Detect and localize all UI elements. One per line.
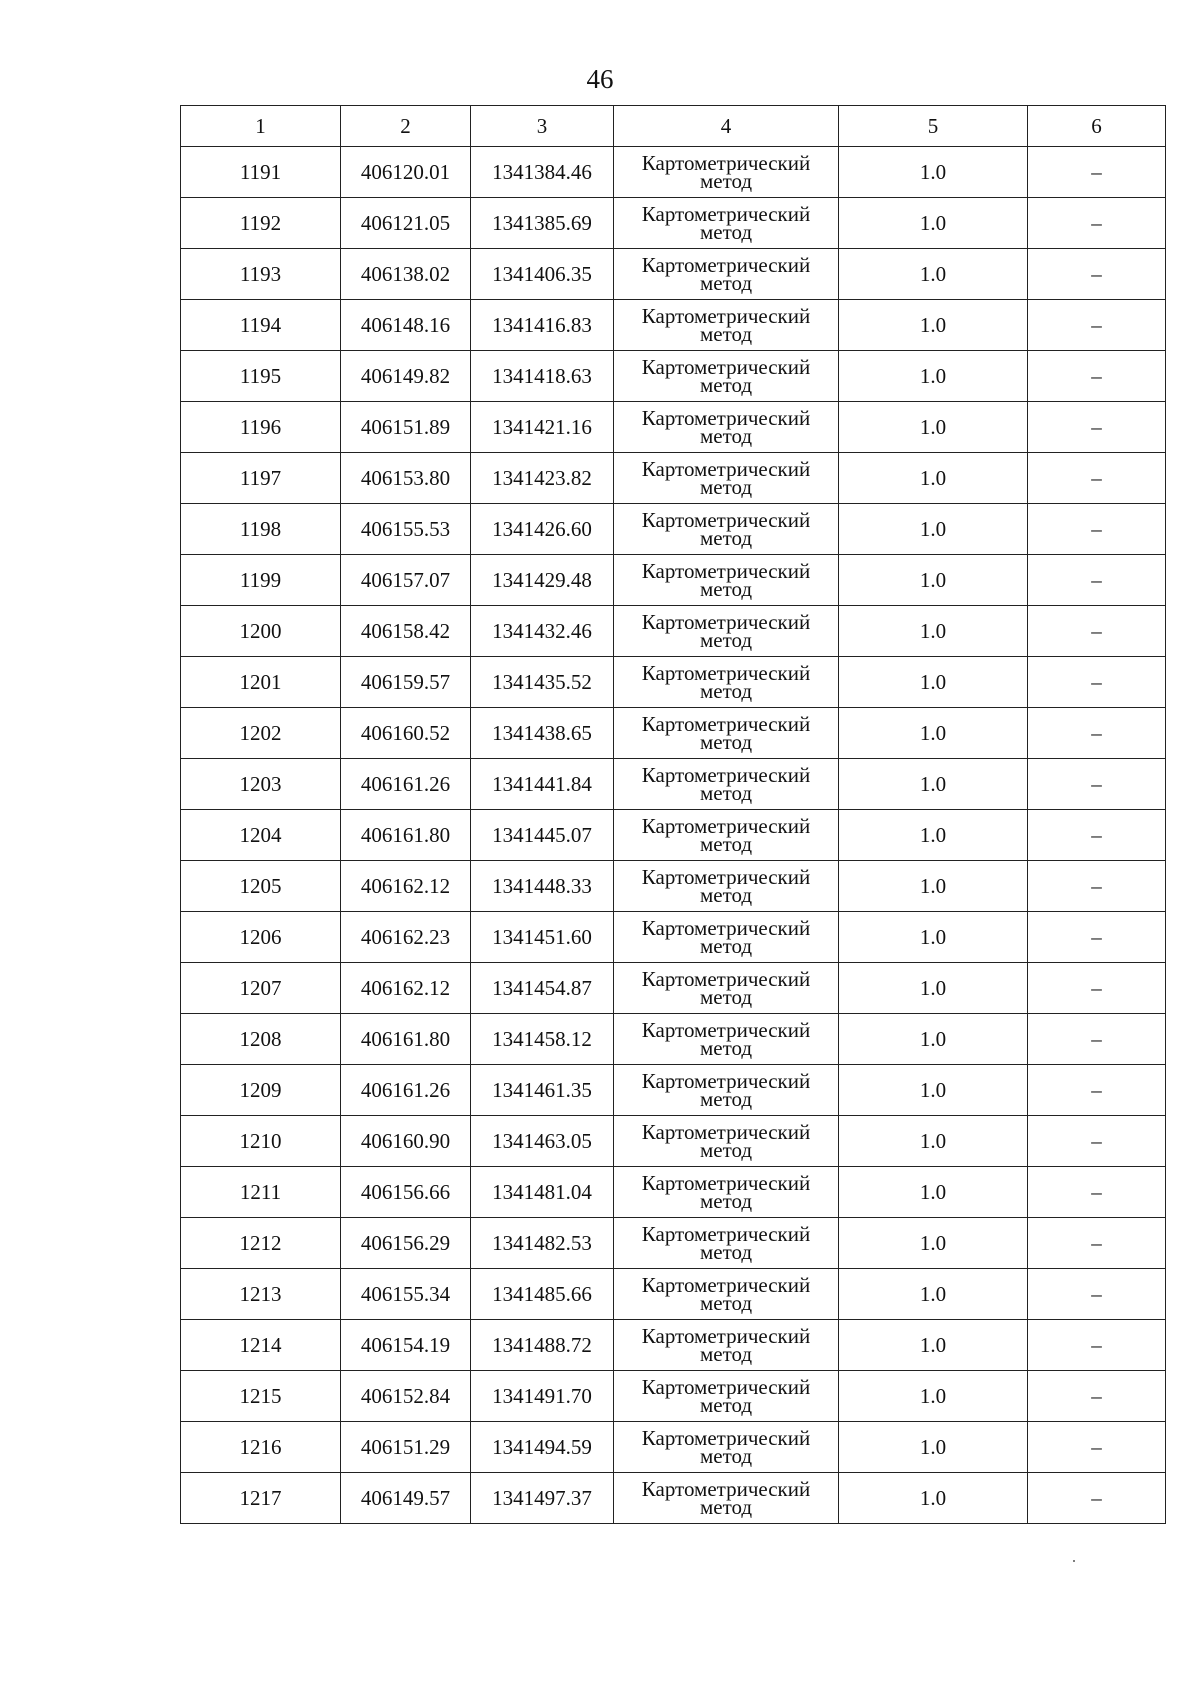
x-coordinate-cell: 406155.34 [341, 1269, 471, 1320]
point-number-cell: 1215 [181, 1371, 341, 1422]
y-coordinate-cell: 1341463.05 [471, 1116, 614, 1167]
method-line-1: Картометрический [641, 711, 811, 736]
x-coordinate-cell: 406121.05 [341, 198, 471, 249]
point-number-cell: 1211 [181, 1167, 341, 1218]
note-cell: – [1028, 759, 1166, 810]
method-cell [614, 759, 839, 810]
method-line-2: метод [699, 678, 753, 703]
y-coordinate-cell: 1341438.65 [471, 708, 614, 759]
table-row [181, 300, 1166, 351]
method-line-1: Картометрический [641, 405, 811, 430]
method-line-2: метод [699, 882, 753, 907]
x-coordinate-cell: 406148.16 [341, 300, 471, 351]
table-row [181, 708, 1166, 759]
x-coordinate-cell: 406151.89 [341, 402, 471, 453]
accuracy-cell: 1.0 [839, 504, 1028, 555]
y-coordinate-cell: 1341435.52 [471, 657, 614, 708]
method-line-1: Картометрический [641, 1272, 811, 1297]
method-line-2: метод [699, 576, 753, 601]
x-coordinate-cell: 406162.12 [341, 861, 471, 912]
point-number-cell: 1207 [181, 963, 341, 1014]
method-cell [614, 1320, 839, 1371]
method-cell [614, 402, 839, 453]
y-coordinate-cell: 1341488.72 [471, 1320, 614, 1371]
accuracy-cell: 1.0 [839, 810, 1028, 861]
accuracy-cell: 1.0 [839, 1167, 1028, 1218]
method-cell [614, 1167, 839, 1218]
accuracy-cell: 1.0 [839, 1065, 1028, 1116]
x-coordinate-cell: 406162.23 [341, 912, 471, 963]
column-header-2: 2 [341, 106, 471, 147]
note-cell: – [1028, 1167, 1166, 1218]
y-coordinate-cell: 1341461.35 [471, 1065, 614, 1116]
scan-speck [1073, 1560, 1075, 1562]
column-header-5: 5 [839, 106, 1028, 147]
method-cell [614, 1218, 839, 1269]
accuracy-cell: 1.0 [839, 657, 1028, 708]
note-cell: – [1028, 198, 1166, 249]
y-coordinate-cell: 1341451.60 [471, 912, 614, 963]
table-row [181, 963, 1166, 1014]
method-cell [614, 249, 839, 300]
method-line-1: Картометрический [641, 1476, 811, 1501]
point-number-cell: 1192 [181, 198, 341, 249]
accuracy-cell: 1.0 [839, 1320, 1028, 1371]
point-number-cell: 1217 [181, 1473, 341, 1524]
table-row [181, 1065, 1166, 1116]
point-number-cell: 1195 [181, 351, 341, 402]
x-coordinate-cell: 406157.07 [341, 555, 471, 606]
method-line-2: метод [699, 1443, 753, 1468]
method-line-1: Картометрический [641, 252, 811, 277]
x-coordinate-cell: 406149.57 [341, 1473, 471, 1524]
method-line-1: Картометрический [641, 1170, 811, 1195]
accuracy-cell: 1.0 [839, 351, 1028, 402]
table-row [181, 1473, 1166, 1524]
y-coordinate-cell: 1341416.83 [471, 300, 614, 351]
y-coordinate-cell: 1341485.66 [471, 1269, 614, 1320]
method-line-1: Картометрический [641, 1068, 811, 1093]
note-cell: – [1028, 453, 1166, 504]
table-row [181, 453, 1166, 504]
method-line-2: метод [699, 1290, 753, 1315]
x-coordinate-cell: 406151.29 [341, 1422, 471, 1473]
table-row [181, 555, 1166, 606]
method-line-1: Картометрический [641, 507, 811, 532]
method-line-1: Картометрический [641, 762, 811, 787]
method-cell [614, 300, 839, 351]
table-row [181, 1422, 1166, 1473]
method-cell [614, 1371, 839, 1422]
y-coordinate-cell: 1341448.33 [471, 861, 614, 912]
table-row [181, 861, 1166, 912]
method-line-1: Картометрический [641, 915, 811, 940]
point-number-cell: 1206 [181, 912, 341, 963]
x-coordinate-cell: 406155.53 [341, 504, 471, 555]
method-line-1: Картометрический [641, 1374, 811, 1399]
x-coordinate-cell: 406138.02 [341, 249, 471, 300]
method-line-1: Картометрический [641, 609, 811, 634]
accuracy-cell: 1.0 [839, 1218, 1028, 1269]
method-line-1: Картометрический [641, 558, 811, 583]
method-line-1: Картометрический [641, 1425, 811, 1450]
x-coordinate-cell: 406158.42 [341, 606, 471, 657]
method-line-2: метод [699, 525, 753, 550]
method-line-1: Картометрический [641, 303, 811, 328]
table-row [181, 198, 1166, 249]
method-cell [614, 1422, 839, 1473]
table-row [181, 504, 1166, 555]
method-line-2: метод [699, 627, 753, 652]
method-cell [614, 708, 839, 759]
accuracy-cell: 1.0 [839, 912, 1028, 963]
method-cell [614, 1065, 839, 1116]
method-line-2: метод [699, 1341, 753, 1366]
method-cell [614, 657, 839, 708]
method-line-2: метод [699, 984, 753, 1009]
method-line-2: метод [699, 168, 753, 193]
method-line-2: метод [699, 1188, 753, 1213]
accuracy-cell: 1.0 [839, 708, 1028, 759]
x-coordinate-cell: 406156.29 [341, 1218, 471, 1269]
note-cell: – [1028, 1473, 1166, 1524]
point-number-cell: 1213 [181, 1269, 341, 1320]
y-coordinate-cell: 1341384.46 [471, 147, 614, 198]
note-cell: – [1028, 504, 1166, 555]
y-coordinate-cell: 1341497.37 [471, 1473, 614, 1524]
note-cell: – [1028, 402, 1166, 453]
table-row [181, 1320, 1166, 1371]
table-row [181, 249, 1166, 300]
x-coordinate-cell: 406120.01 [341, 147, 471, 198]
x-coordinate-cell: 406159.57 [341, 657, 471, 708]
point-number-cell: 1193 [181, 249, 341, 300]
method-line-2: метод [699, 1494, 753, 1519]
y-coordinate-cell: 1341494.59 [471, 1422, 614, 1473]
method-cell [614, 1014, 839, 1065]
y-coordinate-cell: 1341458.12 [471, 1014, 614, 1065]
method-line-1: Картометрический [641, 1221, 811, 1246]
table-row [181, 912, 1166, 963]
y-coordinate-cell: 1341426.60 [471, 504, 614, 555]
accuracy-cell: 1.0 [839, 300, 1028, 351]
method-line-2: метод [699, 1035, 753, 1060]
note-cell: – [1028, 300, 1166, 351]
accuracy-cell: 1.0 [839, 606, 1028, 657]
column-header-6: 6 [1028, 106, 1166, 147]
y-coordinate-cell: 1341423.82 [471, 453, 614, 504]
note-cell: – [1028, 606, 1166, 657]
method-line-1: Картометрический [641, 813, 811, 838]
note-cell: – [1028, 1269, 1166, 1320]
y-coordinate-cell: 1341481.04 [471, 1167, 614, 1218]
accuracy-cell: 1.0 [839, 249, 1028, 300]
method-line-1: Картометрический [641, 966, 811, 991]
table-row [181, 1116, 1166, 1167]
method-cell [614, 504, 839, 555]
method-line-2: метод [699, 1392, 753, 1417]
method-line-2: метод [699, 831, 753, 856]
method-line-1: Картометрический [641, 354, 811, 379]
note-cell: – [1028, 555, 1166, 606]
y-coordinate-cell: 1341432.46 [471, 606, 614, 657]
method-line-2: метод [699, 1086, 753, 1111]
point-number-cell: 1196 [181, 402, 341, 453]
y-coordinate-cell: 1341418.63 [471, 351, 614, 402]
note-cell: – [1028, 963, 1166, 1014]
table-row [181, 606, 1166, 657]
note-cell: – [1028, 351, 1166, 402]
method-line-2: метод [699, 933, 753, 958]
method-cell [614, 861, 839, 912]
table-row [181, 1269, 1166, 1320]
point-number-cell: 1194 [181, 300, 341, 351]
x-coordinate-cell: 406161.26 [341, 1065, 471, 1116]
column-header-4: 4 [614, 106, 839, 147]
column-header-1: 1 [181, 106, 341, 147]
method-cell [614, 810, 839, 861]
table-row [181, 351, 1166, 402]
note-cell: – [1028, 147, 1166, 198]
x-coordinate-cell: 406149.82 [341, 351, 471, 402]
method-cell [614, 453, 839, 504]
note-cell: – [1028, 657, 1166, 708]
table-body [181, 147, 1166, 1524]
accuracy-cell: 1.0 [839, 963, 1028, 1014]
method-line-1: Картометрический [641, 1017, 811, 1042]
point-number-cell: 1208 [181, 1014, 341, 1065]
note-cell: – [1028, 1116, 1166, 1167]
point-number-cell: 1216 [181, 1422, 341, 1473]
table-row [181, 810, 1166, 861]
page-number: 46 [586, 64, 614, 94]
accuracy-cell: 1.0 [839, 1014, 1028, 1065]
method-cell [614, 912, 839, 963]
accuracy-cell: 1.0 [839, 861, 1028, 912]
point-number-cell: 1200 [181, 606, 341, 657]
y-coordinate-cell: 1341441.84 [471, 759, 614, 810]
method-cell [614, 351, 839, 402]
method-cell [614, 555, 839, 606]
x-coordinate-cell: 406152.84 [341, 1371, 471, 1422]
point-number-cell: 1210 [181, 1116, 341, 1167]
accuracy-cell: 1.0 [839, 198, 1028, 249]
method-line-2: метод [699, 474, 753, 499]
method-cell [614, 198, 839, 249]
method-line-1: Картометрический [641, 660, 811, 685]
accuracy-cell: 1.0 [839, 1371, 1028, 1422]
method-line-2: метод [699, 423, 753, 448]
method-cell [614, 606, 839, 657]
point-number-cell: 1209 [181, 1065, 341, 1116]
method-line-2: метод [699, 372, 753, 397]
method-cell [614, 963, 839, 1014]
method-line-1: Картометрический [641, 150, 811, 175]
table-row [181, 1371, 1166, 1422]
method-line-1: Картометрический [641, 1119, 811, 1144]
y-coordinate-cell: 1341454.87 [471, 963, 614, 1014]
note-cell: – [1028, 1320, 1166, 1371]
method-line-2: метод [699, 729, 753, 754]
y-coordinate-cell: 1341482.53 [471, 1218, 614, 1269]
point-number-cell: 1191 [181, 147, 341, 198]
accuracy-cell: 1.0 [839, 555, 1028, 606]
note-cell: – [1028, 708, 1166, 759]
method-cell [614, 1473, 839, 1524]
header-row [181, 106, 1166, 147]
y-coordinate-cell: 1341385.69 [471, 198, 614, 249]
method-line-1: Картометрический [641, 456, 811, 481]
method-line-2: метод [699, 270, 753, 295]
point-number-cell: 1202 [181, 708, 341, 759]
point-number-cell: 1197 [181, 453, 341, 504]
point-number-cell: 1212 [181, 1218, 341, 1269]
note-cell: – [1028, 1065, 1166, 1116]
note-cell: – [1028, 1014, 1166, 1065]
accuracy-cell: 1.0 [839, 1116, 1028, 1167]
x-coordinate-cell: 406160.90 [341, 1116, 471, 1167]
method-cell [614, 147, 839, 198]
method-line-2: метод [699, 219, 753, 244]
coordinates-table [180, 105, 1166, 1524]
accuracy-cell: 1.0 [839, 147, 1028, 198]
table-row [181, 147, 1166, 198]
note-cell: – [1028, 1371, 1166, 1422]
note-cell: – [1028, 1218, 1166, 1269]
x-coordinate-cell: 406162.12 [341, 963, 471, 1014]
point-number-cell: 1198 [181, 504, 341, 555]
x-coordinate-cell: 406153.80 [341, 453, 471, 504]
x-coordinate-cell: 406161.80 [341, 810, 471, 861]
point-number-cell: 1214 [181, 1320, 341, 1371]
method-line-2: метод [699, 1137, 753, 1162]
column-header-3: 3 [471, 106, 614, 147]
note-cell: – [1028, 810, 1166, 861]
table-row [181, 657, 1166, 708]
table-row [181, 402, 1166, 453]
accuracy-cell: 1.0 [839, 1473, 1028, 1524]
method-line-2: метод [699, 1239, 753, 1264]
method-line-2: метод [699, 321, 753, 346]
method-line-2: метод [699, 780, 753, 805]
note-cell: – [1028, 861, 1166, 912]
table-row [181, 1167, 1166, 1218]
x-coordinate-cell: 406154.19 [341, 1320, 471, 1371]
accuracy-cell: 1.0 [839, 1422, 1028, 1473]
method-line-1: Картометрический [641, 201, 811, 226]
note-cell: – [1028, 249, 1166, 300]
y-coordinate-cell: 1341429.48 [471, 555, 614, 606]
note-cell: – [1028, 912, 1166, 963]
accuracy-cell: 1.0 [839, 759, 1028, 810]
method-line-1: Картометрический [641, 864, 811, 889]
y-coordinate-cell: 1341406.35 [471, 249, 614, 300]
point-number-cell: 1199 [181, 555, 341, 606]
table-row [181, 759, 1166, 810]
point-number-cell: 1201 [181, 657, 341, 708]
accuracy-cell: 1.0 [839, 453, 1028, 504]
accuracy-cell: 1.0 [839, 402, 1028, 453]
x-coordinate-cell: 406161.26 [341, 759, 471, 810]
method-line-1: Картометрический [641, 1323, 811, 1348]
y-coordinate-cell: 1341421.16 [471, 402, 614, 453]
note-cell: – [1028, 1422, 1166, 1473]
table-row [181, 1014, 1166, 1065]
y-coordinate-cell: 1341445.07 [471, 810, 614, 861]
accuracy-cell: 1.0 [839, 1269, 1028, 1320]
table-row [181, 1218, 1166, 1269]
x-coordinate-cell: 406156.66 [341, 1167, 471, 1218]
method-cell [614, 1116, 839, 1167]
point-number-cell: 1204 [181, 810, 341, 861]
x-coordinate-cell: 406160.52 [341, 708, 471, 759]
x-coordinate-cell: 406161.80 [341, 1014, 471, 1065]
point-number-cell: 1205 [181, 861, 341, 912]
y-coordinate-cell: 1341491.70 [471, 1371, 614, 1422]
point-number-cell: 1203 [181, 759, 341, 810]
method-cell [614, 1269, 839, 1320]
